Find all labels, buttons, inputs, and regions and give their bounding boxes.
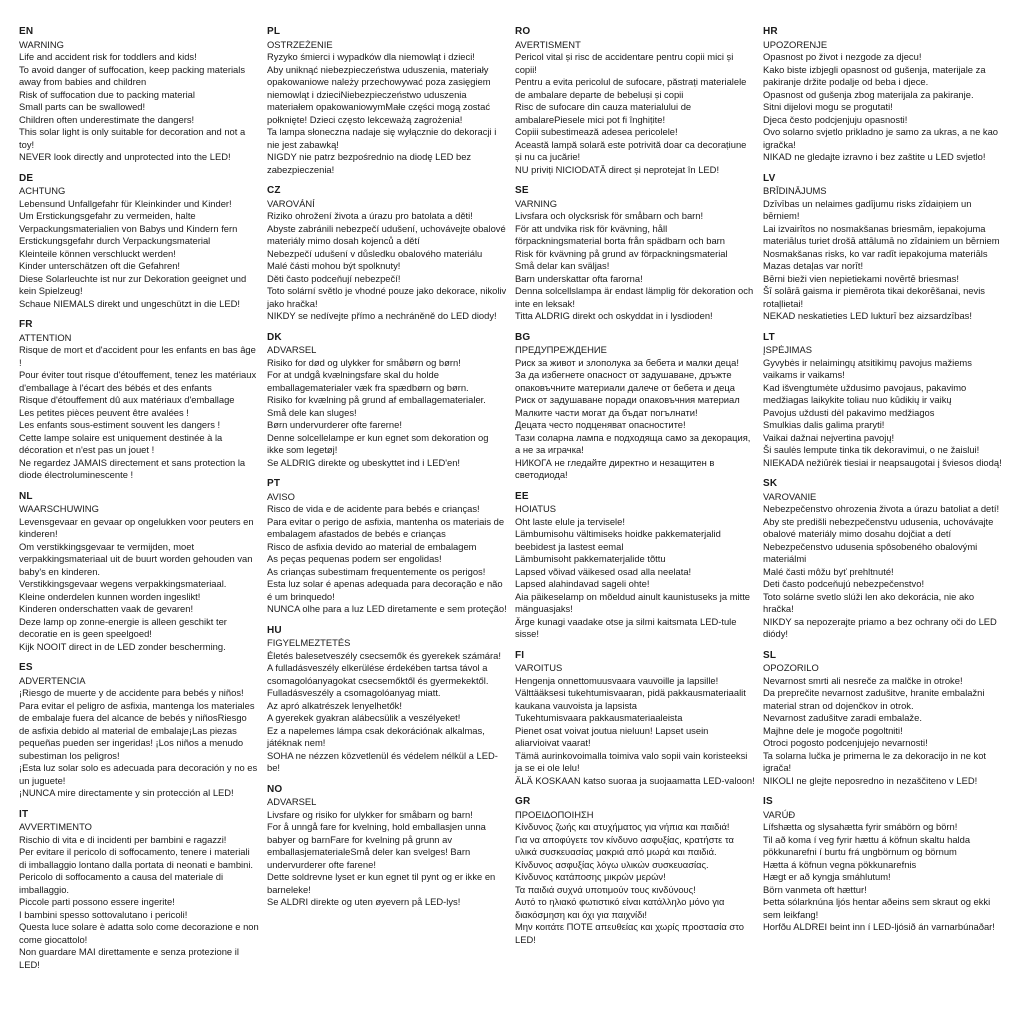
warning-line: Livsfare og risiko for ulykker for småbarn og barn! — [267, 808, 473, 820]
language-code: HU — [267, 624, 282, 636]
warning-line: Ta solarna lučka je primerna le za dekoracijo in ne kot igrača! — [763, 749, 987, 773]
warning-line: This solar light is only suitable for decoration and not a toy! — [19, 126, 246, 150]
language-section-no — [267, 784, 507, 909]
warning-line: Aby uniknąć niebezpieczeństwa uduszenia, materiały opakowaniowe należy przechowywać poza zasięgiem niemowląt i dzieciNiebezpieczeństwo uduszenia materiałem opakowaniowymMałe części mogą zostać połknięte! Dzieci często lekceważą zagrożenia! — [267, 63, 491, 125]
warning-title: ACHTUNG — [19, 185, 66, 196]
language-section-cz — [267, 185, 507, 323]
language-code: IT — [19, 808, 29, 820]
warning-line: Gyvybės ir nelaimingų atsitikimų pavojus mažiems vaikams ir vaikams! — [763, 356, 972, 380]
language-code: SL — [763, 649, 777, 661]
warning-line: Lai izvairītos no nosmakšanas briesmām, iepakojuma materiālus turiet drošā attālumā no zīdainiem un bērniem — [763, 222, 1000, 246]
warning-line: Lapsed alahindavad sageli ohte! — [515, 578, 650, 589]
language-section-fr — [19, 319, 259, 482]
warning-line: Copiii subestimează adesea pericolele! — [515, 126, 678, 137]
warning-line: Această lampă solară este potrivită doar ca decorațiune și nu ca jucărie! — [515, 138, 747, 162]
warning-line: Риск за живот и злополука за бебета и малки деца! — [515, 356, 739, 368]
warning-line: Rischio di vita e di incidenti per bambini e ragazzi! — [19, 833, 227, 845]
warning-line: Pour éviter tout risque d'étouffement, tenez les matériaux d'emballage à l'écart des bébés et des enfants — [19, 369, 257, 393]
warning-line: Риск от задушаване поради опаковъчния материал — [515, 394, 740, 405]
warning-line: Children often underestimate the dangers! — [19, 113, 195, 125]
warning-line: Ne regardez JAMAIS directement et sans protection la diode électroluminescente ! — [19, 456, 246, 480]
language-code: CZ — [267, 185, 281, 196]
warning-line: Para evitar el peligro de asfixia, mantenga los materiales de embalaje fuera del alcance de bebés y niñosRiesgo de asfixia debido al material de embalaje¡Las piezas pequeñas pueden ser ingeridas! ¡Los niños a menudo subestiman los peligros! — [19, 699, 255, 761]
language-code: RO — [515, 26, 531, 37]
warning-line: Risiko for død og ulykker for småbørn og børn! — [267, 356, 461, 368]
warning-line: Välttääksesi tukehtumisvaaran, pidä pakkausmateriaalit kaukana vauvoista ja lapsista — [515, 687, 746, 711]
warning-line: Ta lampa słoneczna nadaje się wyłącznie do dekoracji i nie jest zabawką! — [267, 126, 497, 150]
warning-line: Risk för kvävning på grund av förpackningsmaterial — [515, 247, 728, 259]
warning-title: ADVARSEL — [267, 796, 317, 807]
warning-line: Kinder unterschätzen oft die Gefahren! — [19, 260, 181, 271]
warning-line: Piccole parti possono essere ingerite! — [19, 896, 175, 907]
warning-line: ÄLÄ KOSKAAN katso suoraa ja suojaamatta LED-valoon! — [515, 774, 755, 786]
warning-line: To avoid danger of suffocation, keep packing materials away from babies and children — [19, 63, 246, 87]
warning-line: Nebezpečenstvo ohrozenia života a úrazu batoliat a detí! — [763, 503, 1000, 514]
language-section-ee — [515, 491, 755, 641]
warning-line: Kleinteile können verschluckt werden! — [19, 247, 176, 259]
language-section-lv — [763, 173, 1003, 323]
language-section-pt — [267, 478, 507, 616]
warning-line: För att undvika risk för kvävning, håll förpackningsmaterial borta från spädbarn och barn — [515, 222, 726, 246]
warning-title: ADVARSEL — [267, 344, 317, 355]
warning-line: Non guardare MAI direttamente e senza protezione il LED! — [19, 946, 239, 970]
warning-line: Tukehtumisvaara pakkausmateriaaleista — [515, 712, 683, 723]
warning-line: NEKAD neskatieties LED lukturī bez aizsardzības! — [763, 310, 972, 321]
warning-line: Lämbumisohu vältimiseks hoidke pakkematerjalid beebidest ja lastest eemal — [515, 528, 721, 552]
warning-line: Pavojus uždusti dėl pakavimo medžiagos — [763, 406, 935, 418]
language-code: LV — [763, 172, 776, 184]
warning-line: As peças pequenas podem ser engolidas! — [267, 553, 442, 564]
warning-line: Small parts can be swallowed! — [19, 101, 146, 112]
language-code: PT — [267, 478, 281, 489]
warning-line: Ovo solarno svjetlo prikladno je samo za ukras, a ne kao igračka! — [763, 126, 999, 150]
warning-line: Deze lamp op zonne-energie is alleen geschikt ter decoratie en is geen speelgoed! — [19, 615, 227, 639]
language-code: FR — [19, 319, 33, 330]
language-section-sk — [763, 478, 1003, 641]
warning-line: Om verstikkingsgevaar te vermijden, moet verpakkingsmateriaal uit de buurt worden gehouden van baby's en kinderen. — [19, 540, 253, 577]
warning-line: Les petites pièces peuvent être avalées ! — [19, 406, 189, 418]
warning-line: Risque de mort et d'accident pour les enfants en bas âge ! — [19, 344, 256, 368]
warning-title: FIGYELMEZTETÉS — [267, 637, 351, 648]
warning-line: Kako biste izbjegli opasnost od gušenja, materijale za pakiranje držite podalje od beba i djece. — [763, 63, 986, 87]
warning-line: Børn undervurderer ofte farerne! — [267, 419, 402, 430]
language-section-it — [19, 809, 259, 972]
warning-line: Dzīvības un nelaimes gadījumu risks zīdaiņiem un bērniem! — [763, 197, 972, 221]
warning-title: VAROVÁNÍ — [267, 197, 315, 209]
language-code: DK — [267, 331, 282, 343]
language-code: LT — [763, 331, 775, 343]
warning-line: Da preprečite nevarnost zadušitve, hranite embalažni material stran od dojenčkov in otrok. — [763, 687, 985, 711]
language-code: DE — [19, 172, 34, 184]
warning-line: NIKDY se nedívejte přímo a nechráněně do LED diody! — [267, 310, 497, 321]
warning-title: OSTRZEŻENIE — [267, 38, 333, 50]
language-section-hu — [267, 625, 507, 775]
warning-line: Τα παιδιά συχνά υποτιμούν τους κινδύνους! — [515, 883, 696, 895]
warning-title: WARNING — [19, 38, 64, 50]
warning-title: VARÚÐ — [763, 808, 796, 820]
warning-line: Erstickungsgefahr durch Verpackungsmaterial — [19, 235, 211, 246]
language-section-se — [515, 185, 755, 323]
warning-line: Opasnost po život i nezgode za djecu! — [763, 51, 922, 62]
language-code: BG — [515, 331, 531, 343]
warning-line: Tämä aurinkovoimalla toimiva valo sopii vain koristeeksi ja se ei ole lelu! — [515, 749, 748, 773]
warning-line: Per evitare il pericolo di soffocamento, tenere i materiali di imballaggio lontano dalla portata di neonati e bambini. — [19, 846, 254, 870]
warning-line: Risco de vida e de acidente para bebés e crianças! — [267, 503, 480, 514]
warning-line: Esta luz solar é apenas adequada para decoração e não é um brinquedo! — [267, 578, 503, 602]
warning-line: Pienet osat voivat joutua nieluun! Lapset usein aliarvioivat vaarat! — [515, 724, 709, 748]
language-code: SE — [515, 185, 529, 196]
language-section-dk — [267, 332, 507, 470]
warning-title: ADVERTENCIA — [19, 674, 86, 686]
warning-line: Bērni bieži vien nepietiekami novērtē briesmas! — [763, 272, 959, 284]
language-section-ro — [515, 26, 755, 176]
warning-title: VAROVANIE — [763, 490, 817, 502]
warning-line: Ez a napelemes lámpa csak dekorációnak alkalmas, játéknak nem! — [267, 724, 485, 748]
language-code: EE — [515, 490, 529, 502]
warning-line: Toto solární světlo je vhodné pouze jako dekorace, nikoliv jako hračka! — [267, 285, 507, 309]
language-code: GR — [515, 796, 531, 807]
column-2 — [267, 26, 515, 1024]
warning-line: Κίνδυνος ασφυξίας λόγω υλικών συσκευασίας. — [515, 858, 709, 870]
language-code: PL — [267, 26, 281, 37]
warning-line: Hætta á köfnun vegna pökkunarefnis — [763, 858, 917, 870]
warning-line: Risiko for kvælning på grund af emballagematerialer. — [267, 394, 486, 405]
warning-line: Risco de asfixia devido ao material de embalagem — [267, 540, 477, 552]
warning-title: ATTENTION — [19, 331, 72, 343]
language-section-lt — [763, 332, 1003, 470]
warning-line: Αυτό το ηλιακό φωτιστικό είναι κατάλληλο μόνο για διακόσμηση και όχι για παιχνίδι! — [515, 896, 725, 920]
warning-line: Se ALDRIG direkte og ubeskyttet ind i LED'en! — [267, 456, 461, 468]
warning-line: Smulkias dalis galima praryti! — [763, 419, 885, 430]
warning-line: Life and accident risk for toddlers and kids! — [19, 51, 197, 62]
warning-line: Hengenja onnettomuusvaara vauvoille ja lapsille! — [515, 674, 719, 686]
warning-line: Malé části mohou být spolknuty! — [267, 260, 401, 271]
warning-title: VAROITUS — [515, 662, 563, 673]
warning-line: Lebensund Unfallgefahr für Kleinkinder und Kinder! — [19, 197, 232, 209]
warning-line: Ryzyko śmierci i wypadków dla niemowląt i dzieci! — [267, 51, 475, 62]
warning-line: Dette soldrevne lyset er kun egnet til pynt og er ikke en barneleke! — [267, 871, 496, 895]
warning-line: Questa luce solare è adatta solo come decorazione e non come giocattolo! — [19, 921, 259, 945]
warning-line: Šī solārā gaisma ir piemērota tikai dekorēšanai, nevis rotaļlietai! — [763, 285, 985, 309]
warning-line: Kijk NOOIT direct in de LED zonder bescherming. — [19, 640, 226, 652]
language-code: EN — [19, 26, 34, 37]
warning-line: NIGDY nie patrz bezpośrednio na diodę LED bez zabezpieczenia! — [267, 151, 472, 175]
warning-line: Risque d'étouffement dû aux matériaux d'emballage — [19, 394, 235, 405]
warning-line: Se ALDRI direkte og uten øyevern på LED-lys! — [267, 896, 461, 907]
warning-line: Um Erstickungsgefahr zu vermeiden, halte Verpackungsmaterialien von Babys und Kindern fern — [19, 210, 238, 234]
warning-line: Ärge kunagi vaadake otse ja silmi kaitsmata LED-tule sisse! — [515, 615, 737, 639]
warning-line: Nevarnost zadušitve zaradi embalaže. — [763, 712, 922, 723]
warning-line: ¡Riesgo de muerte y de accidente para bebés y niños! — [19, 687, 244, 698]
warning-line: Para evitar o perigo de asfixia, mantenha os materiais de embalagem afastados de bebés e crianças — [267, 515, 505, 539]
warning-line: A fulladásveszély elkerülése érdekében tartsa távol a csomagolóanyagokat csecsemőktől és gyermekektől. — [267, 662, 489, 686]
warning-line: Riziko ohrožení života a úrazu pro batolata a děti! — [267, 210, 473, 221]
warning-line: Κίνδυνος ζωής και ατυχήματος για νήπια και παιδιά! — [515, 821, 730, 832]
language-section-nl — [19, 491, 259, 654]
warning-line: Risk of suffocation due to packing material — [19, 88, 195, 100]
warning-line: Pericol vital și risc de accidentare pentru copii mici și copii! — [515, 51, 734, 75]
warning-line: SOHA ne nézzen közvetlenül és védelem nélkül a LED-be! — [267, 749, 498, 773]
warning-line: Lapsed võivad väikesed osad alla neelata! — [515, 565, 692, 577]
language-section-hr — [763, 26, 1003, 164]
warning-line: Aby ste predišli nebezpečenstvu udusenia, uchovávajte obalové materiály mimo dosahu dojčiat a detí — [763, 515, 994, 539]
warning-line: Börn vanmeta oft hættur! — [763, 883, 867, 895]
warning-line: ¡Esta luz solar solo es adecuada para decoración y no es un juguete! — [19, 762, 258, 786]
warning-line: Kleine onderdelen kunnen worden ingeslikt! — [19, 590, 201, 602]
warning-title: HOIATUS — [515, 503, 556, 514]
warning-title: BRĪDINĀJUMS — [763, 185, 827, 196]
warning-line: NIKOLI ne glejte neposredno in nezaščiteno v LED! — [763, 774, 978, 786]
language-code: HR — [763, 26, 778, 37]
warning-line: I bambini spesso sottovalutano i pericoli! — [19, 908, 188, 920]
warning-title: AVISO — [267, 490, 295, 502]
warning-line: Pericolo di soffocamento a causa del materiale di imballaggio. — [19, 871, 224, 895]
warning-line: Pentru a evita pericolul de sufocare, păstrați materialele de ambalare departe de bebeluși și copii — [515, 76, 747, 100]
language-code: ES — [19, 662, 33, 673]
warning-line: Életés balesetveszély csecsemők és gyerekek számára! — [267, 649, 501, 661]
warning-line: Az apró alkatrészek lenyelhetők! — [267, 699, 402, 711]
warning-line: Denna solcellslampa är endast lämplig för dekoration och inte en leksak! — [515, 285, 754, 309]
language-section-gr — [515, 796, 755, 946]
language-section-is — [763, 796, 1003, 934]
language-code: FI — [515, 649, 525, 661]
warning-title: ΠΡΟΕΙΔΟΠΟΙΗΣΗ — [515, 808, 594, 820]
warning-line: Djeca često podcjenjuju opasnosti! — [763, 113, 908, 125]
language-code: NL — [19, 490, 33, 502]
warning-title: OPOZORILO — [763, 662, 819, 673]
warning-line: Nosmakšanas risks, ko var radīt iepakojuma materiāls — [763, 247, 988, 259]
language-section-pl — [267, 26, 507, 176]
warning-line: Nebezpečenstvo udusenia spôsobeného obalovými materiálmi — [763, 540, 978, 564]
warning-title: AVVERTIMENTO — [19, 821, 92, 832]
warning-line: Þetta sólarknúna ljós hentar aðeins sem skraut og ekki sem leikfang! — [763, 896, 991, 920]
warning-line: Verstikkingsgevaar wegens verpakkingsmateriaal. — [19, 578, 227, 589]
warning-line: Ši saulės lempute tinka tik dekoravimui, o ne žaislui! — [763, 444, 980, 455]
warning-line: Děti často podceňují nebezpečí! — [267, 272, 401, 284]
column-1 — [19, 26, 267, 1024]
warning-title: VARNING — [515, 197, 558, 209]
warning-line: Για να αποφύγετε τον κίνδυνο ασφυξίας, κρατήστε τα υλικά συσκευασίας μακριά από μωρά και παιδιά. — [515, 833, 734, 857]
warning-line: Fulladásveszély a csomagolóanyag miatt. — [267, 687, 441, 698]
warning-line: Til að koma í veg fyrir hættu á köfnun skaltu halda pökkunarefni í burtu frá ungbörnum og börnum — [763, 833, 971, 857]
warning-line: NU priviți NICIODATĂ direct și neprotejat în LED! — [515, 163, 720, 175]
warning-line: NUNCA olhe para a luz LED diretamente e sem proteção! — [267, 603, 507, 614]
warning-line: Cette lampe solaire est uniquement destinée à la décoration et n'est pas un jouet ! — [19, 431, 223, 455]
warning-line: Små dele kan sluges! — [267, 406, 357, 418]
warning-line: Horfðu ALDREI beint inn í LED-ljósið án varnarbúnaðar! — [763, 921, 995, 932]
warning-line: Små delar kan sväljas! — [515, 260, 610, 271]
warning-line: NEVER look directly and unprotected into the LED! — [19, 151, 231, 162]
warning-line: Oht laste elule ja tervisele! — [515, 515, 625, 527]
warning-line: Nevarnost smrti ali nesreče za malčke in otroke! — [763, 674, 963, 686]
language-section-sl — [763, 650, 1003, 788]
warning-title: ПРЕДУПРЕЖДЕНИЕ — [515, 344, 607, 355]
warning-line: НИКОГА не гледайте директно и незащитен в светодиода! — [515, 456, 715, 480]
column-4 — [763, 26, 1011, 1024]
warning-line: NIEKADA nežiūrėk tiesiai ir neapsaugotai į šviesos diodą! — [763, 456, 1002, 468]
warning-line: For at undgå kvælningsfare skal du holde emballagematerialer væk fra spædbørn og børn. — [267, 369, 469, 393]
warning-line: Mazas detaļas var norīt! — [763, 260, 864, 271]
warning-line: За да избегнете опасност от задушаване, дръжте опаковъчните материали далече от бебета и деца — [515, 369, 735, 393]
warning-line: Κίνδυνος κατάποσης μικρών μερών! — [515, 871, 666, 882]
warning-line: Hægt er að kyngja smáhlutum! — [763, 871, 891, 882]
warning-line: Lífshætta og slysahætta fyrir smábörn og börn! — [763, 821, 958, 832]
warning-line: Aia päikeselamp on mõeldud ainult kaunistuseks ja mitte mänguasjaks! — [515, 590, 751, 614]
language-section-en — [19, 26, 259, 164]
warning-line: Lämbumisoht pakkematerjalide tõttu — [515, 553, 666, 564]
warning-line: Deti často podceňujú nebezpečenstvo! — [763, 578, 925, 589]
warning-title: ĮSPĖJIMAS — [763, 344, 812, 355]
warning-line: Малките части могат да бъдат погълнати! — [515, 406, 698, 418]
warning-title: WAARSCHUWING — [19, 503, 99, 514]
warning-line: Risc de sufocare din cauza materialului de ambalarePiesele mici pot fi înghițite! — [515, 101, 692, 125]
language-code: NO — [267, 783, 283, 795]
warning-line: Sitni dijelovi mogu se progutati! — [763, 101, 893, 112]
language-code: SK — [763, 478, 778, 489]
language-code: IS — [763, 796, 773, 807]
column-3 — [515, 26, 763, 1024]
warning-line: ¡NUNCA mire directamente y sin protección al LED! — [19, 787, 234, 798]
warning-line: NIKAD ne gledajte izravno i bez zaštite u LED svjetlo! — [763, 151, 986, 162]
warning-title: AVERTISMENT — [515, 38, 581, 50]
warning-line: Abyste zabránili nebezpečí udušení, uchovávejte obalové materiály mimo dosah kojenců a dětí — [267, 222, 506, 246]
warning-line: Vaikai dažnai nejvertina pavojų! — [763, 431, 895, 443]
warning-line: Kad išvengtumėte uždusimo pavojaus, pakavimo medžiagas laikykite toliau nuo kūdikių ir vaikų — [763, 381, 967, 405]
warning-line: A gyerekek gyakran alábecsülik a veszélyeket! — [267, 712, 461, 723]
warning-line: Toto solárne svetlo slúži len ako dekorácia, nie ako hračka! — [763, 590, 975, 614]
warning-line: Denne solcellelampe er kun egnet som dekoration og ikke som legetøj! — [267, 431, 489, 455]
warning-line: Тази соларна лампа е подходяща само за декорация, а не за играчка! — [515, 431, 751, 455]
warning-line: Schaue NIEMALS direkt und ungeschützt in die LED! — [19, 297, 240, 309]
warning-line: Otroci pogosto podcenjujejo nevarnosti! — [763, 737, 928, 748]
warning-line: Levensgevaar en gevaar op ongelukken voor peuters en kinderen! — [19, 515, 254, 539]
warning-line: As crianças subestimam frequentemente os perigos! — [267, 565, 486, 577]
warning-line: Diese Solarleuchte ist nur zur Dekoration geeignet und kein Spielzeug! — [19, 272, 247, 296]
warning-line: Titta ALDRIG direkt och oskyddat in i lysdioden! — [515, 310, 713, 321]
warning-line: Kinderen onderschatten vaak de gevaren! — [19, 603, 194, 614]
warning-line: Opasnost od gušenja zbog materijala za pakiranje. — [763, 88, 974, 100]
warning-line: For å unngå fare for kvelning, hold emballasjen unna babyer og barnFare for kvelning på grunn av emballasjematerialeSmå deler kan svelges! Barn undervurderer ofte farene! — [267, 821, 486, 870]
warning-line: Barn underskattar ofta farorna! — [515, 272, 643, 284]
warning-line: Malé časti môžu byť prehltnuté! — [763, 565, 894, 577]
warning-line: NIKDY sa nepozerajte priamo a bez ochrany oči do LED diódy! — [763, 615, 997, 639]
warning-line: Децата често подценяват опасностите! — [515, 419, 686, 430]
warning-line: Les enfants sous-estiment souvent les dangers ! — [19, 419, 221, 430]
language-section-de — [19, 173, 259, 311]
language-section-es — [19, 662, 259, 800]
warning-line: Livsfara och olycksrisk för småbarn och barn! — [515, 210, 704, 221]
language-section-fi — [515, 650, 755, 788]
warning-title: UPOZORENJE — [763, 38, 828, 50]
language-section-bg — [515, 332, 755, 482]
warning-line: Nebezpečí udušení v důsledku obalového materiálu — [267, 247, 483, 259]
warning-line: Μην κοιτάτε ΠΟΤΕ απευθείας και χωρίς προστασία στο LED! — [515, 921, 744, 945]
warning-line: Majhne dele je mogoče pogoltniti! — [763, 724, 903, 736]
